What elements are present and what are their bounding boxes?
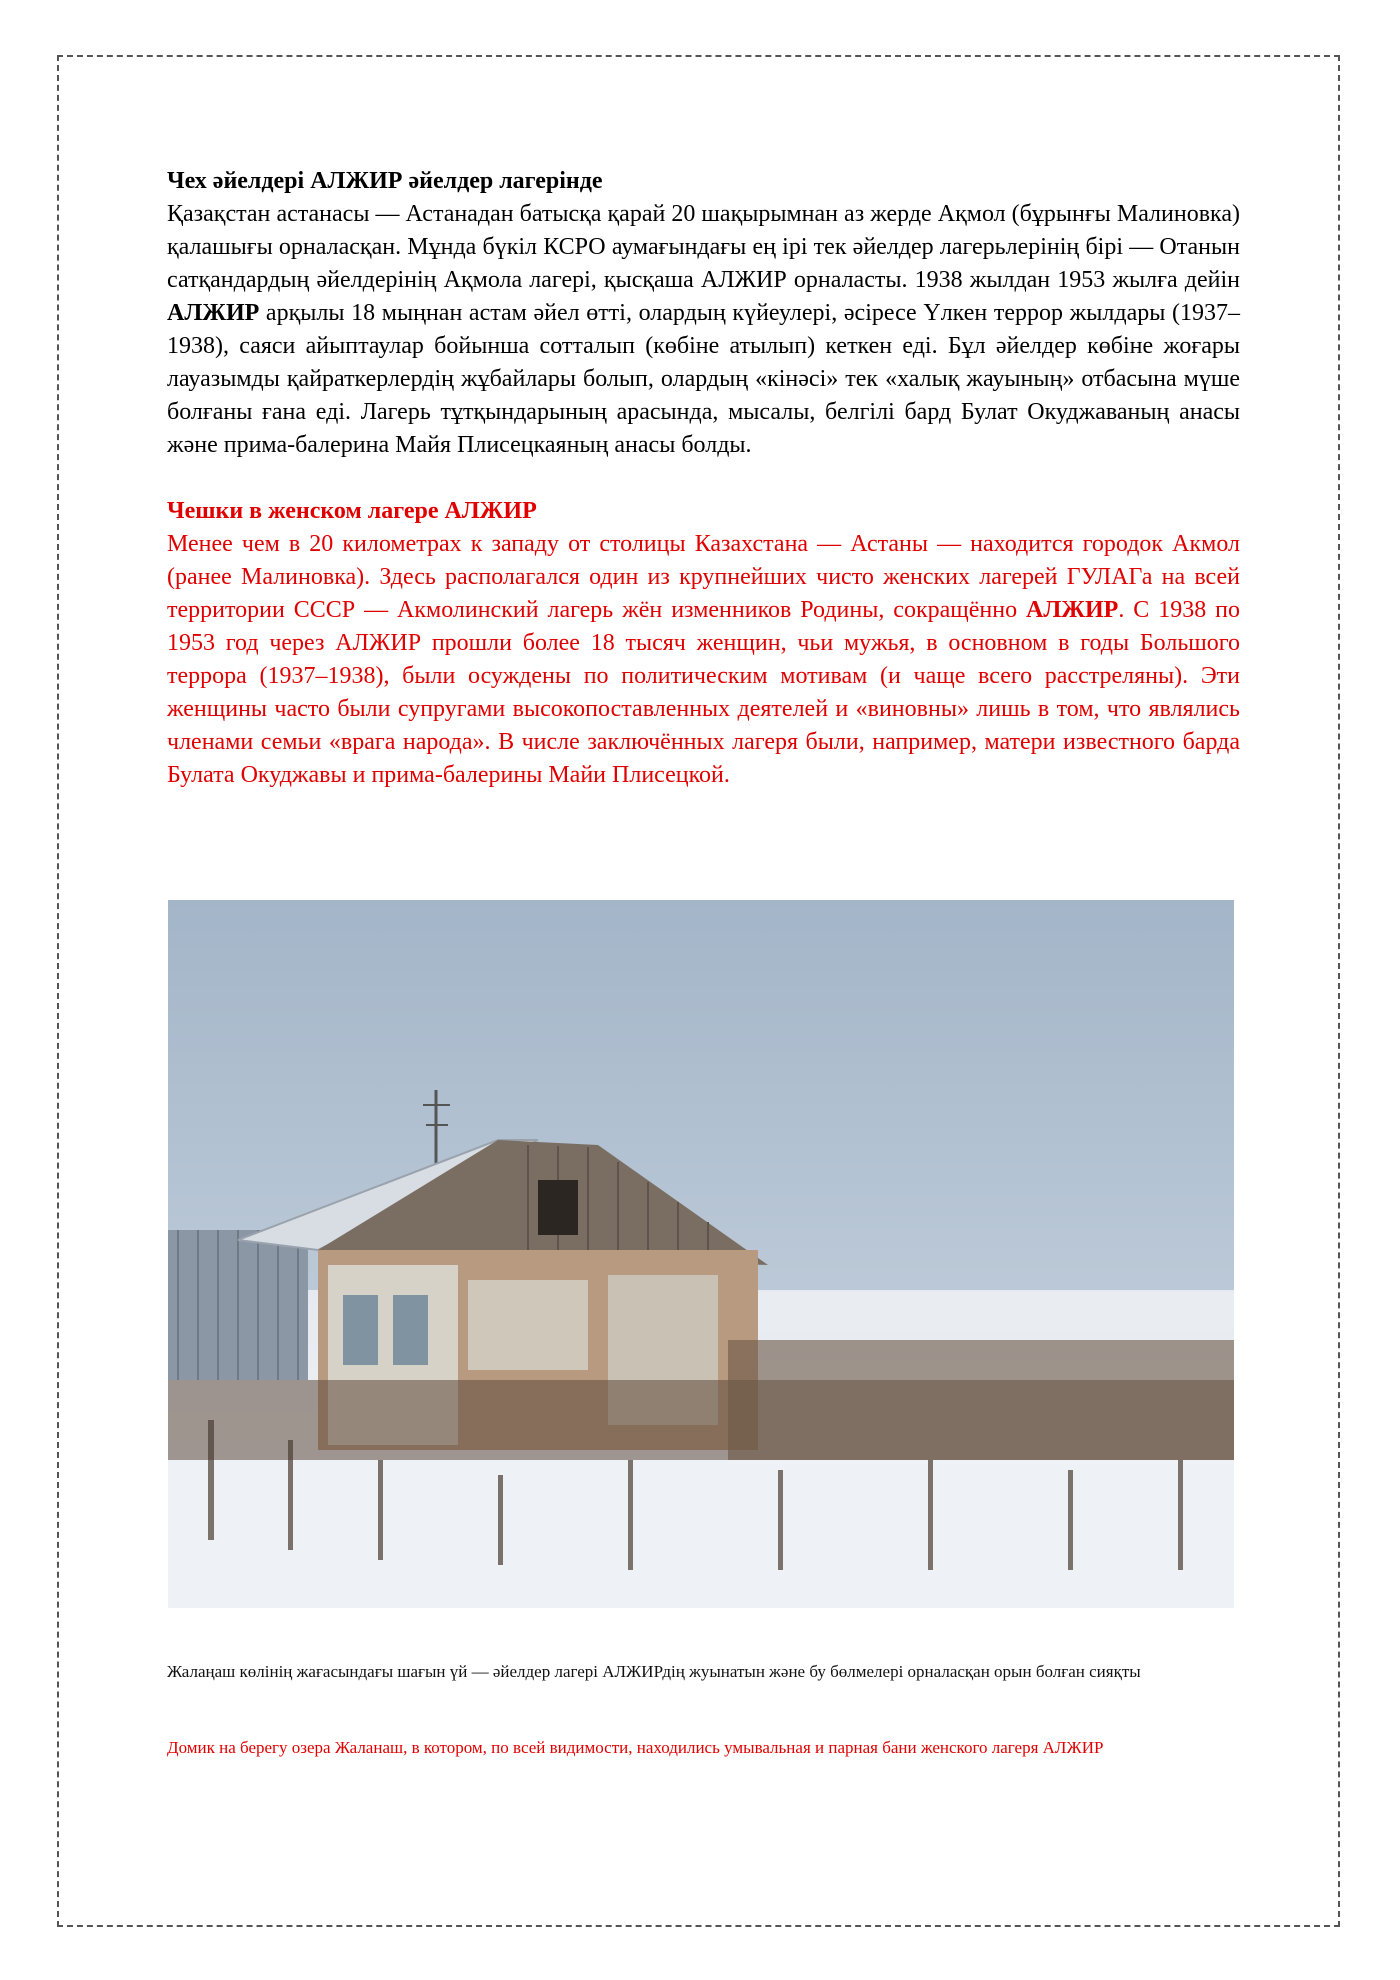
russian-paragraph-part2: . С 1938 по 1953 год через АЛЖИР прошли более 18 тысяч женщин, чьи мужья, в основном в годы Большого террора (1937–1938), были осуждены по политическим мотивам (и чаще всего расстреляны). Эти женщины часто были супругами высокопоставленных деятелей и «виновны» лишь в том, что являлись членами семьи «врага народа». В числе заключённых лагеря были, например, матери известного барда Булата Окуджавы и прима-балерины Майи Плисецкой. <box>167 597 1240 788</box>
foreground-snow <box>168 1460 1234 1608</box>
russian-paragraph-bold: АЛЖИР <box>1026 597 1119 623</box>
russian-paragraph <box>167 528 1240 792</box>
kazakh-paragraph-part1: Қазақстан астанасы — Астанадан батысқа қарай 20 шақырымнан аз жерде Ақмол (бұрынғы Малиновка) қалашығы орналасқан. Мұнда бүкіл КСРО аумағындағы ең ірі тек әйелдер лагерьлерінің бірі — Отанын сатқандардың әйелдерінің Ақмола лагері, қысқаша АЛЖИР орналасты. 1938 жылдан 1953 жылға дейін <box>167 201 1240 293</box>
kazakh-paragraph <box>167 198 1240 462</box>
photo-caption-russian: Домик на берегу озера Жаланаш, в котором, по всей видимости, находились умывальная и парная бани женского лагеря АЛЖИР <box>167 1738 1104 1757</box>
house-window <box>393 1295 428 1365</box>
russian-section <box>167 495 1240 792</box>
kazakh-paragraph-bold: АЛЖИР <box>167 300 260 326</box>
article-body <box>167 165 1240 792</box>
russian-paragraph-part1: Менее чем в 20 километрах к западу от столицы Казахстана — Астаны — находится городок Акмол (ранее Малиновка). Здесь располагался один из крупнейших чисто женских лагерей ГУЛАГа на всей территории СССР — Акмолинский лагерь жён изменников Родины, сокращённо <box>167 531 1240 623</box>
house-window <box>343 1295 378 1365</box>
gable-window <box>538 1180 578 1235</box>
kazakh-title: Чех әйелдері АЛЖИР әйелдер лагерінде <box>167 168 603 194</box>
russian-title: Чешки в женском лагере АЛЖИР <box>167 498 537 524</box>
kazakh-section <box>167 165 1240 462</box>
photo-caption-kazakh: Жалаңаш көлінің жағасындағы шағын үй — әйелдер лагері АЛЖИРдің жуынатын және бу бөлмелері орналасқан орын болған сияқты <box>167 1662 1141 1681</box>
house-photo <box>168 900 1234 1608</box>
kazakh-paragraph-part2: арқылы 18 мыңнан астам әйел өтті, олардың күйеулері, әсіресе Үлкен террор жылдары (1937–1938), саяси айыптаулар бойынша сотталып (көбіне атылып) кеткен еді. Бұл әйелдер көбіне жоғары лауазымды қайраткерлердің жұбайлары болып, олардың «кінәсі» тек «халық жауының» отбасына мүше болғаны ғана еді. Лагерь тұтқындарының арасында, мысалы, белгілі бард Булат Окуджаваның анасы және прима-балерина Майя Плисецкаяның анасы болды. <box>167 300 1240 458</box>
frozen-lake <box>758 1292 1234 1332</box>
